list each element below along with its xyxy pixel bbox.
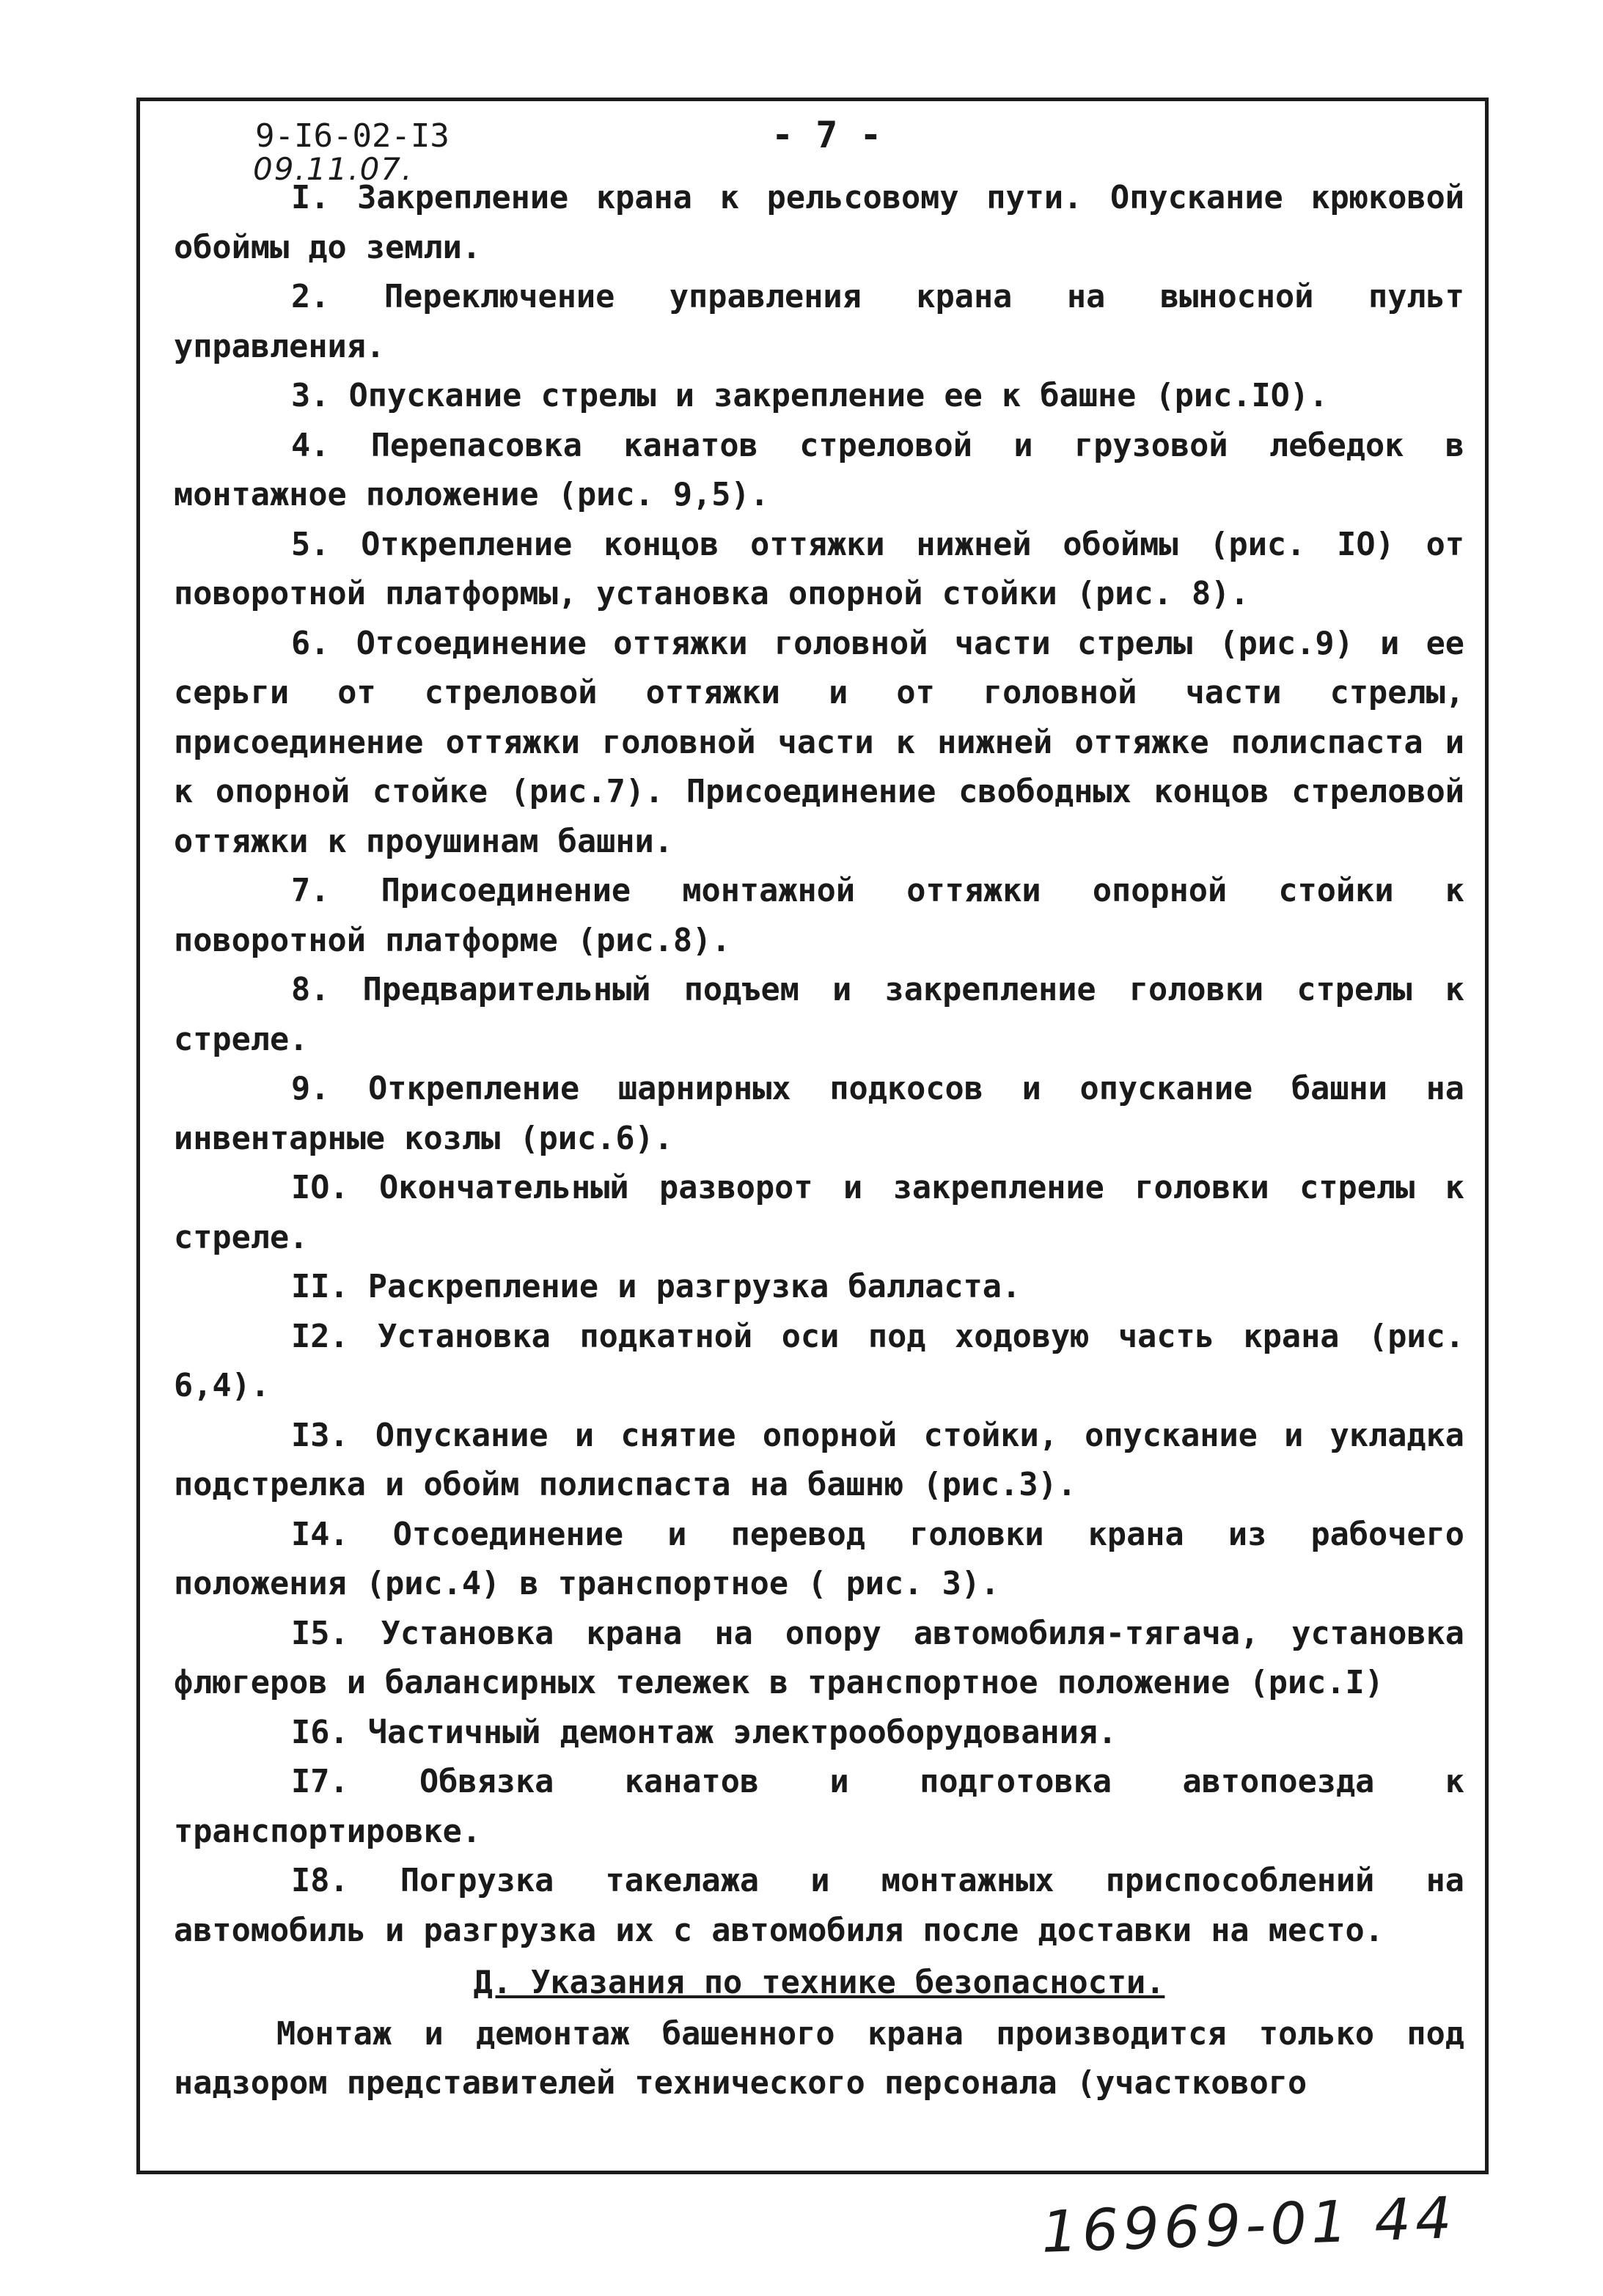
step-item: I5. Установка крана на опору автомобиля-тягача, установка флюгеров и балансирных тележек в транспортное положение (рис.I) — [174, 1615, 1464, 1701]
document-code: 9-I6-02-I3 — [255, 117, 450, 155]
section-paragraph: Монтаж и демонтаж башенного крана производится только под надзором представителей технического персонала (участкового — [174, 2015, 1464, 2102]
step-item: 6. Отсоединение оттяжки головной части стрелы (рис.9) и ее серьги от стреловой оттяжки и от головной части стрелы, присоединение оттяжки головной части к нижней оттяжке полиспаста и к опорной стойке (рис.7). Присоединение свободных концов стреловой оттяжки к проушинам башни. — [174, 625, 1464, 860]
page-number: - 7 - — [771, 114, 882, 156]
step-item: I. Закрепление крана к рельсовому пути. Опускание крюковой обоймы до земли. — [174, 180, 1464, 266]
step-item: I6. Частичный демонтаж электрооборудования. — [291, 1714, 1118, 1751]
step-item: I2. Установка подкатной оси под ходовую часть крана (рис. 6,4). — [174, 1318, 1464, 1404]
section-heading: Д. Указания по технике безопасности. — [473, 1965, 1165, 2001]
step-item: 4. Перепасовка канатов стреловой и грузовой лебедок в монтажное положение (рис. 9,5). — [174, 427, 1464, 513]
document-body — [174, 174, 1464, 2109]
handwritten-date: 09.11.07. — [253, 151, 414, 187]
step-item: 9. Открепление шарнирных подкосов и опускание башни на инвентарные козлы (рис.6). — [174, 1071, 1464, 1157]
step-item: 2. Переключение управления крана на выносной пульт управления. — [174, 279, 1464, 365]
step-item: 7. Присоединение монтажной оттяжки опорной стойки к поворотной платформе (рис.8). — [174, 873, 1464, 959]
step-item: 8. Предварительный подъем и закрепление головки стрелы к стреле. — [174, 972, 1464, 1058]
step-item: 3. Опускание стрелы и закрепление ее к башне (рис.IO). — [291, 378, 1329, 414]
step-item: I8. Погрузка такелажа и монтажных приспособлений на автомобиль и разгрузка их с автомобиля после доставки на место. — [174, 1863, 1464, 1949]
step-item: IO. Окончательный разворот и закрепление головки стрелы к стреле. — [174, 1170, 1464, 1256]
step-item: I3. Опускание и снятие опорной стойки, опускание и укладка подстрелка и обойм полиспаста на башню (рис.3). — [174, 1417, 1464, 1503]
step-item: I7. Обвязка канатов и подготовка автопоезда к транспортировке. — [174, 1764, 1464, 1850]
handwritten-archive-number: 16969-01 44 — [1040, 2185, 1457, 2266]
step-item: 5. Открепление концов оттяжки нижней обоймы (рис. IO) от поворотной платформы, установка опорной стойки (рис. 8). — [174, 526, 1464, 612]
step-item: I4. Отсоединение и перевод головки крана из рабочего положения (рис.4) в транспортное ( рис. 3). — [174, 1516, 1464, 1602]
step-item: II. Раскрепление и разгрузка балласта. — [291, 1269, 1021, 1305]
